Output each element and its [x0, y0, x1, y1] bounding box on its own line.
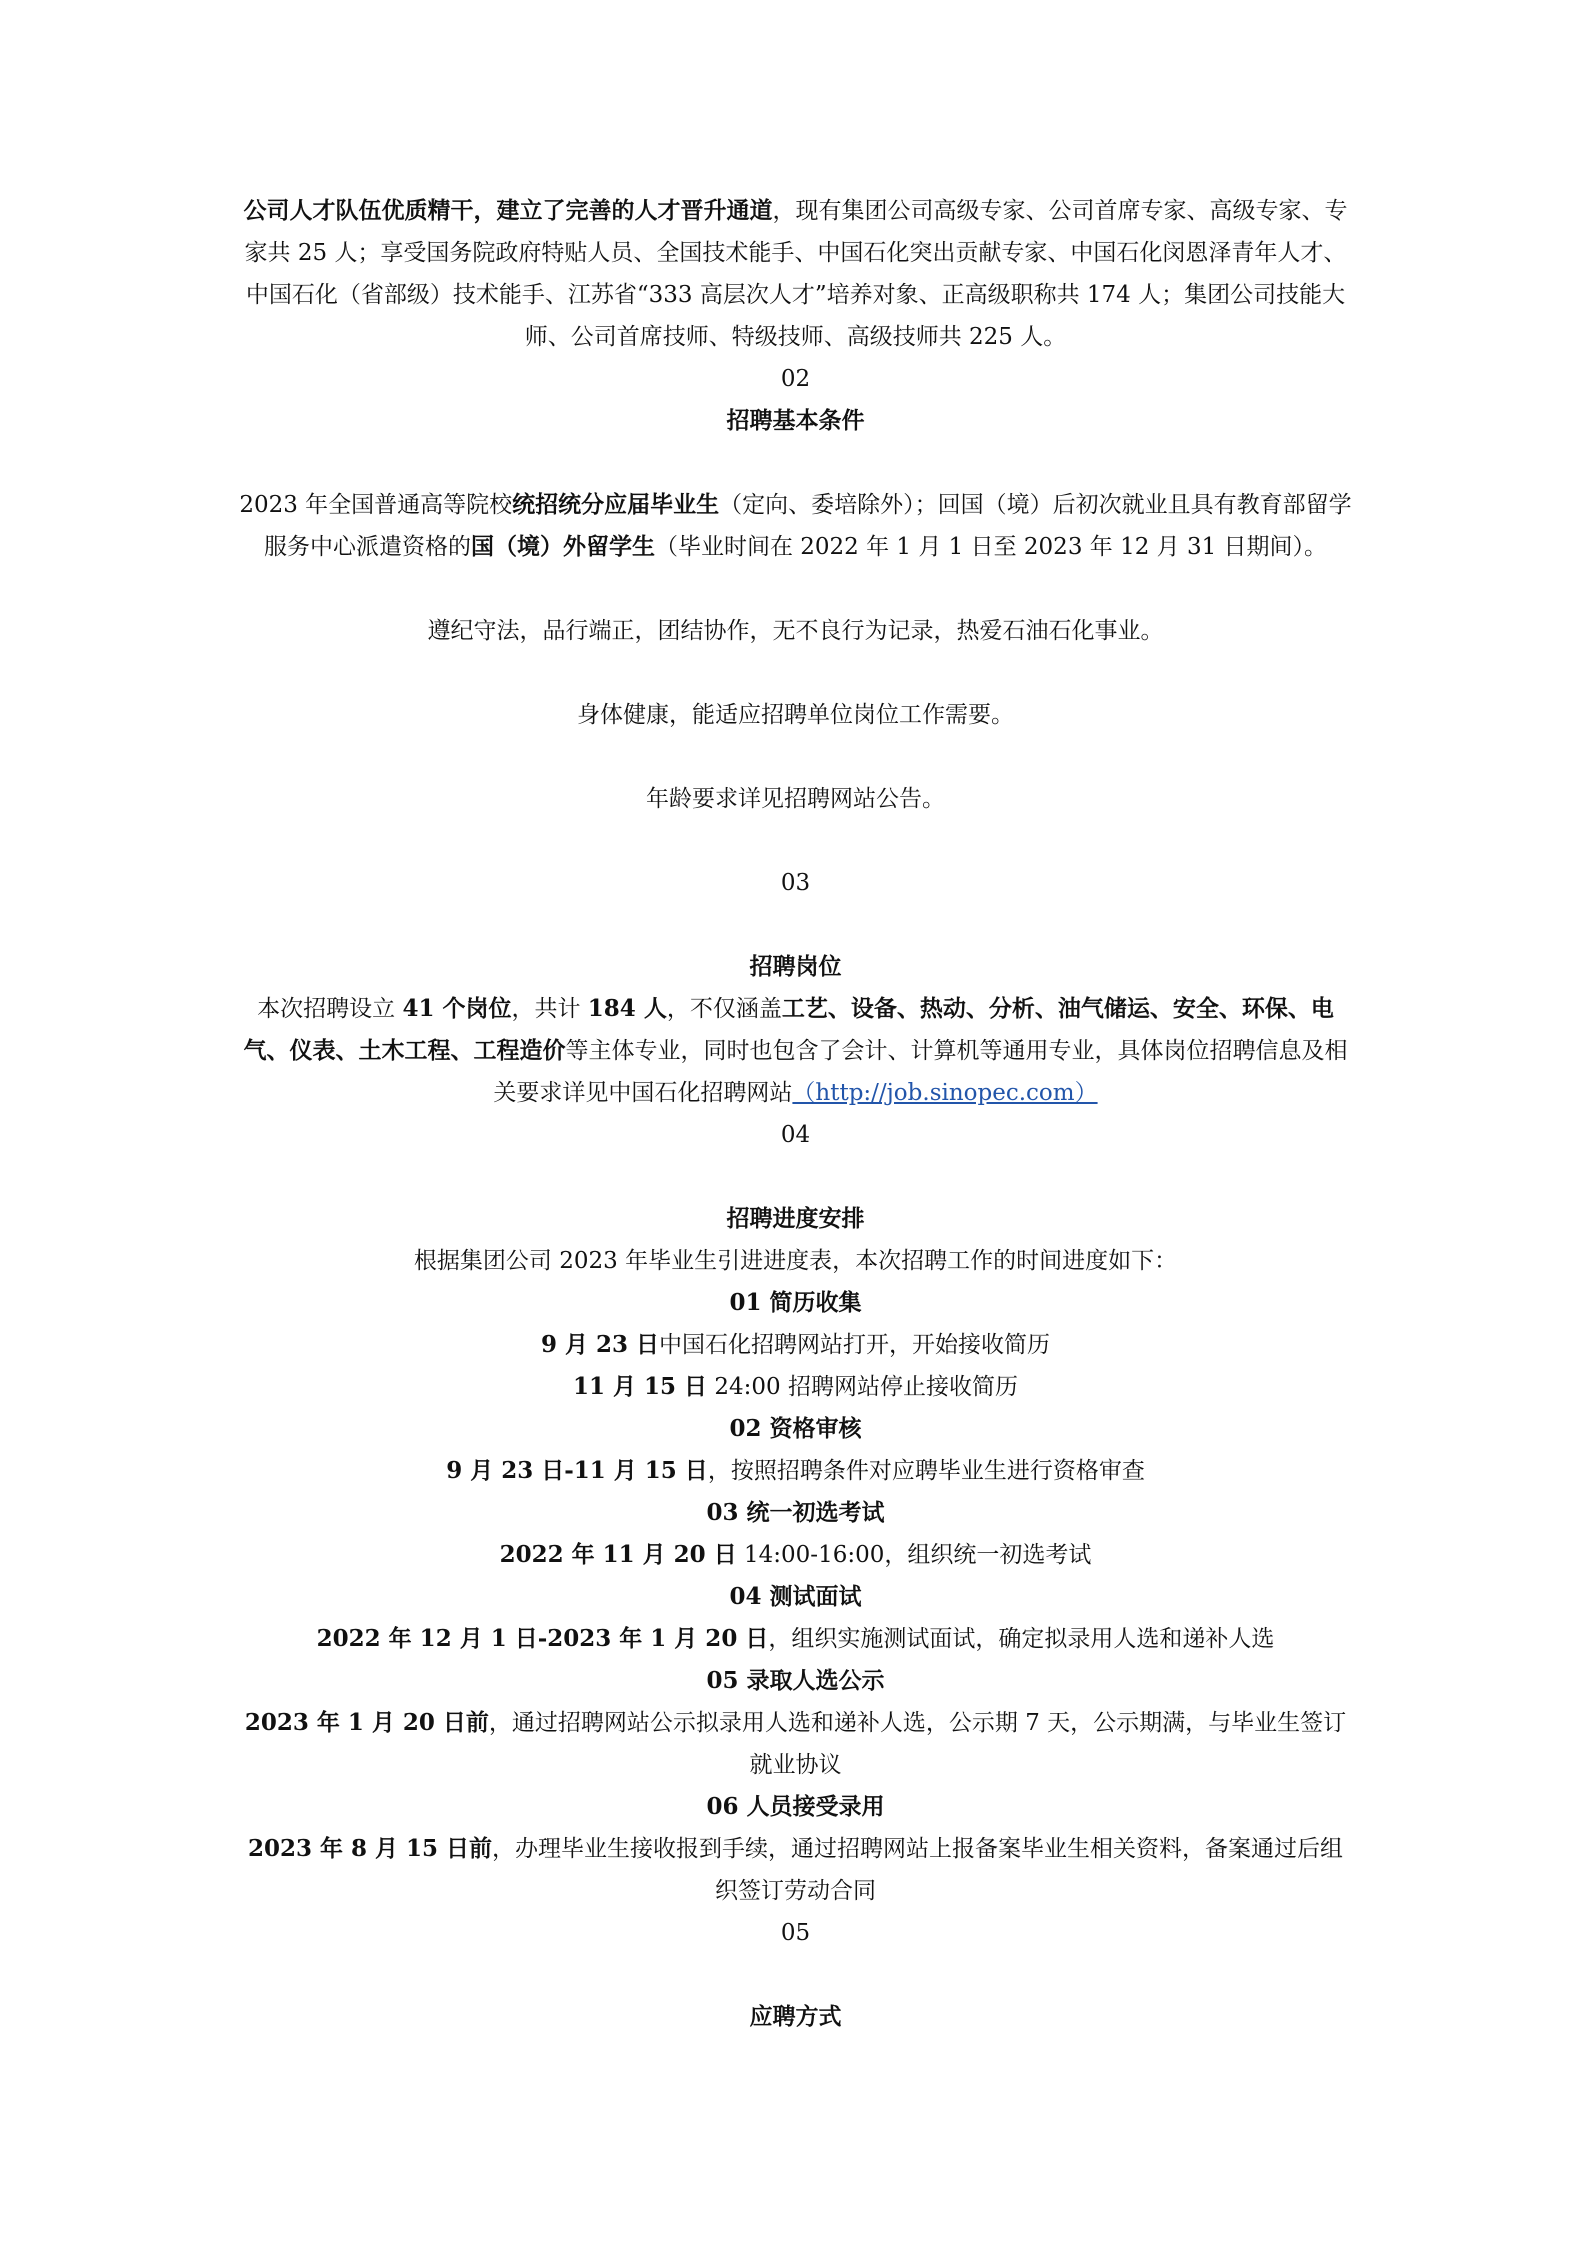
step-line: [238, 1534, 1353, 1576]
step-line: [238, 1450, 1353, 1492]
eligibility-text-c: （毕业时间在 2022 年 1 月 1 日至 2023 年 12 月 31 日期间）。: [654, 534, 1328, 560]
positions-text-3: ，不仅涵盖: [666, 996, 782, 1022]
schedule-intro: 根据集团公司 2023 年毕业生引进进度表，本次招聘工作的时间进度如下：: [413, 1248, 1178, 1274]
step-date: 9 月 23 日-11 月 15 日: [446, 1457, 708, 1484]
positions-paragraph: [238, 988, 1353, 1114]
step-title: 02 资格审核: [729, 1415, 862, 1442]
section-03-title: 招聘岗位: [749, 953, 842, 980]
section-04-number: 04: [780, 1122, 811, 1148]
age-paragraph: 年龄要求详见招聘网站公告。: [646, 786, 945, 812]
eligibility-bold-b: 国（境）外留学生: [470, 533, 655, 560]
section-02-title: 招聘基本条件: [726, 407, 865, 434]
step-date: 9 月 23 日: [540, 1331, 660, 1358]
section-02-number: 02: [780, 366, 811, 392]
section-05-title: 应聘方式: [749, 2003, 842, 2030]
step-text: ，组织实施测试面试，确定拟录用人选和递补人选: [768, 1626, 1275, 1652]
positions-text-1: 本次招聘设立: [257, 996, 403, 1022]
step-line: [238, 1324, 1353, 1366]
positions-bold-1: 41 个岗位: [402, 995, 512, 1022]
section-03-number: 03: [780, 870, 811, 896]
section-05-number: 05: [780, 1920, 811, 1946]
eligibility-paragraph: [238, 484, 1353, 568]
step-line: [238, 1618, 1353, 1660]
positions-bold-3: 工艺、设备、热动、分析、油气储运、安全、环保、电气、仪表、土木工程、工程造价: [243, 995, 1334, 1064]
step-text: 24:00 招聘网站停止接收简历: [707, 1374, 1018, 1400]
step-line: [238, 1702, 1353, 1786]
step-date: 2022 年 12 月 1 日-2023 年 1 月 20 日: [316, 1625, 769, 1652]
intro-bold: 公司人才队伍优质精干，建立了完善的人才晋升通道: [243, 197, 773, 224]
step-title: 05 录取人选公示: [706, 1667, 885, 1694]
step-text: 14:00-16:00，组织统一初选考试: [736, 1542, 1092, 1568]
conduct-paragraph: 遵纪守法，品行端正，团结协作，无不良行为记录，热爱石油石化事业。: [427, 618, 1164, 644]
step-date: 2022 年 11 月 20 日: [499, 1541, 737, 1568]
health-paragraph: 身体健康，能适应招聘单位岗位工作需要。: [577, 702, 1014, 728]
step-title: 04 测试面试: [729, 1583, 862, 1610]
step-line: [238, 1828, 1353, 1912]
step-text: ，按照招聘条件对应聘毕业生进行资格审查: [707, 1458, 1145, 1484]
section-04-title: 招聘进度安排: [726, 1205, 865, 1232]
step-line: [238, 1366, 1353, 1408]
step-text: 中国石化招聘网站打开，开始接收简历: [659, 1332, 1051, 1358]
positions-bold-2: 184 人: [587, 995, 667, 1022]
document-body: [238, 190, 1353, 2038]
step-date: 2023 年 1 月 20 日前: [244, 1709, 489, 1736]
positions-text-2: ，共计: [511, 996, 588, 1022]
intro-paragraph: [238, 190, 1353, 358]
recruitment-site-link[interactable]: （http://job.sinopec.com）: [792, 1080, 1098, 1106]
intro-text: ，现有集团公司高级专家、公司首席专家、高级专家、专家共 25 人；享受国务院政府特贴人员、全国技术能手、中国石化突出贡献专家、中国石化闵恩泽青年人才、中国石化（省部级）技术能手、江苏省“333 高层次人才”培养对象、正高级职称共 174 人；集团公司技能大师、公司首席技师、特级技师、高级技师共 225 人。: [244, 198, 1348, 350]
step-title: 06 人员接受录用: [706, 1793, 885, 1820]
step-title: 01 简历收集: [729, 1289, 862, 1316]
eligibility-bold-a: 统招统分应届毕业生: [512, 491, 720, 518]
step-title: 03 统一初选考试: [706, 1499, 885, 1526]
eligibility-text-a: 2023 年全国普通高等院校: [239, 492, 513, 518]
step-date: 2023 年 8 月 15 日前: [247, 1835, 493, 1862]
eligibility-text-b: （定向、委培除外）；回国（境）后初次就业且具有教育部留学服务中心派遣资格的: [263, 492, 1352, 560]
step-date: 11 月 15 日: [573, 1373, 708, 1400]
step-text: ，办理毕业生接收报到手续，通过招聘网站上报备案毕业生相关资料，备案通过后组织签订劳动合同: [492, 1836, 1344, 1904]
step-text: ，通过招聘网站公示拟录用人选和递补人选，公示期 7 天，公示期满，与毕业生签订就业协议: [488, 1710, 1347, 1778]
positions-text-4: 等主体专业，同时也包含了会计、计算机等通用专业，具体岗位招聘信息及相关要求详见中国石化招聘网站: [493, 1038, 1348, 1106]
